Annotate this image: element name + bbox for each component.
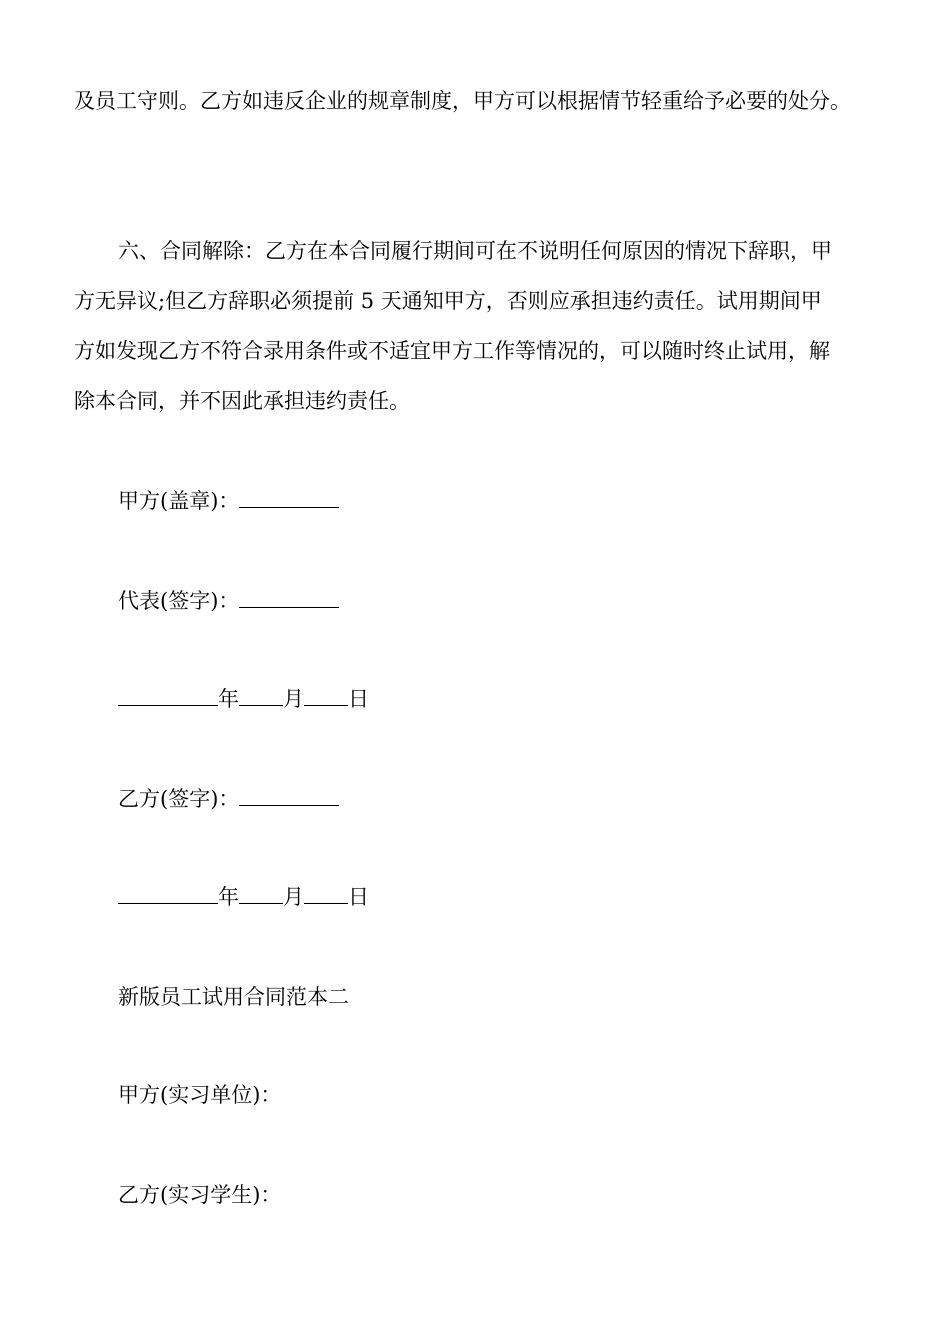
party-a-seal-blank <box>239 489 339 508</box>
date-line-2 <box>118 884 369 910</box>
month-blank <box>239 687 283 706</box>
day-label: 日 <box>348 885 369 909</box>
clause-5-tail: 及员工守则。乙方如违反企业的规章制度，甲方可以根据情节轻重给予必要的处分。 <box>74 89 851 113</box>
representative-sign-line <box>118 588 339 614</box>
party-a-seal-line <box>118 488 339 514</box>
party-b-sign-line <box>118 786 339 812</box>
party-b-sign-blank <box>239 787 339 806</box>
year-label: 年 <box>218 687 239 711</box>
clause-6-line-3: 方如发现乙方不符合录用条件或不适宜甲方工作等情况的，可以随时终止试用，解 <box>74 339 830 363</box>
day-label: 日 <box>348 687 369 711</box>
clause-6-line-2: 方无异议;但乙方辞职必须提前 5 天通知甲方，否则应承担违约责任。试用期间甲 <box>74 289 822 313</box>
party-a-seal-label: 甲方(盖章)： <box>118 489 240 513</box>
intern-student-label: 乙方(实习学生)： <box>118 1183 282 1207</box>
day-blank <box>304 687 348 706</box>
year-label: 年 <box>218 885 239 909</box>
intern-company-label: 甲方(实习单位)： <box>118 1083 282 1107</box>
clause-6-line-4: 除本合同，并不因此承担违约责任。 <box>74 389 410 413</box>
day-blank <box>304 885 348 904</box>
clause-6-line-1: 六、合同解除：乙方在本合同履行期间可在不说明任何原因的情况下辞职，甲 <box>118 239 832 263</box>
month-blank <box>239 885 283 904</box>
year-blank <box>118 885 218 904</box>
representative-blank <box>239 589 339 608</box>
second-template-title: 新版员工试用合同范本二 <box>118 985 349 1009</box>
month-label: 月 <box>283 687 304 711</box>
date-line-1 <box>118 686 369 712</box>
party-b-sign-label: 乙方(签字)： <box>118 787 240 811</box>
year-blank <box>118 687 218 706</box>
representative-label: 代表(签字)： <box>118 589 240 613</box>
month-label: 月 <box>283 885 304 909</box>
